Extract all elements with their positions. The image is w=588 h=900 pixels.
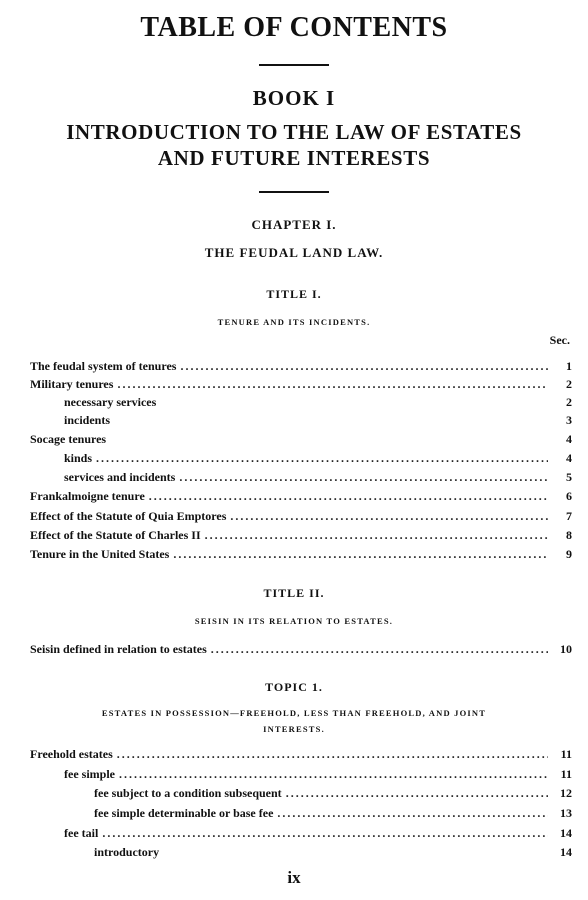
entry-text: fee subject to a condition subsequent xyxy=(94,786,282,800)
entry-text: fee simple xyxy=(64,767,115,781)
toc-entry xyxy=(94,786,572,805)
dot-leader xyxy=(286,786,548,801)
title1-subheading: TENURE AND ITS INCIDENTS. xyxy=(217,317,371,327)
entry-text: fee simple determinable or base fee xyxy=(94,806,274,820)
section-number: 14 xyxy=(560,845,572,859)
toc-entry xyxy=(64,470,572,489)
entry-text: The feudal system of tenures xyxy=(30,359,177,373)
topic1-heading: TOPIC 1. xyxy=(265,680,323,694)
entry-text: Seisin defined in relation to estates xyxy=(30,642,207,656)
page-number: ix xyxy=(287,868,301,887)
chapter-heading: CHAPTER I. xyxy=(251,217,337,232)
toc-title: TABLE OF CONTENTS xyxy=(140,12,448,43)
section-number: 9 xyxy=(566,547,572,561)
dot-leader xyxy=(117,377,548,392)
section-number: 2 xyxy=(566,377,572,391)
dot-leader xyxy=(173,547,548,562)
section-number: 6 xyxy=(566,489,572,503)
section-number: 11 xyxy=(560,747,572,761)
title2-subheading: SEISIN IN ITS RELATION TO ESTATES. xyxy=(194,616,394,626)
section-number: 10 xyxy=(560,642,572,656)
toc-entry xyxy=(30,432,572,451)
section-number: 3 xyxy=(566,413,572,427)
toc-entry xyxy=(30,489,572,508)
section-number: 4 xyxy=(566,451,572,465)
chapter-name: THE FEUDAL LAND LAW. xyxy=(204,245,384,260)
dot-leader xyxy=(119,767,548,782)
topic1-subheading-line2: INTERESTS. xyxy=(263,724,325,734)
section-number: 4 xyxy=(566,432,572,446)
section-number: 11 xyxy=(560,767,572,781)
toc-entry xyxy=(94,845,572,864)
section-number: 2 xyxy=(566,395,572,409)
entry-text: Frankalmoigne tenure xyxy=(30,489,145,503)
section-number: 12 xyxy=(560,786,572,800)
entry-text: necessary services xyxy=(64,395,157,409)
book-subtitle-line2: AND FUTURE INTERESTS xyxy=(157,146,431,170)
section-number: 13 xyxy=(560,806,572,820)
sec-column-label: Sec. xyxy=(549,333,570,347)
dot-leader xyxy=(179,470,548,485)
section-number: 7 xyxy=(566,509,572,523)
entry-text: Freehold estates xyxy=(30,747,113,761)
title1-heading: TITLE I. xyxy=(266,287,322,301)
entry-text: Socage tenures xyxy=(30,432,107,446)
entry-text: introductory xyxy=(94,845,160,859)
section-number: 14 xyxy=(560,826,572,840)
dot-leader xyxy=(205,528,548,543)
divider-rule-bottom xyxy=(259,191,329,193)
section-number: 8 xyxy=(566,528,572,542)
dot-leader xyxy=(102,826,548,841)
toc-entry xyxy=(64,826,572,845)
dot-leader xyxy=(277,806,548,821)
toc-entry xyxy=(30,359,572,378)
dot-leader xyxy=(117,747,548,762)
entry-text: services and incidents xyxy=(64,470,176,484)
toc-entry xyxy=(30,747,572,766)
entry-text: fee tail xyxy=(64,826,99,840)
dot-leader xyxy=(96,451,548,466)
entry-text: Military tenures xyxy=(30,377,114,391)
toc-entry xyxy=(94,806,572,825)
dot-leader xyxy=(149,489,548,504)
toc-entry xyxy=(64,395,572,414)
toc-entry xyxy=(30,642,572,661)
title2-heading: TITLE II. xyxy=(263,586,325,600)
entry-text: incidents xyxy=(64,413,111,427)
topic1-subheading-line1: ESTATES IN POSSESSION—FREEHOLD, LESS THAN FREEHOLD, AND JOINT xyxy=(101,708,487,718)
toc-entry xyxy=(64,451,572,470)
divider-rule-top xyxy=(259,64,329,66)
dot-leader xyxy=(211,642,548,657)
toc-entry xyxy=(30,528,572,547)
toc-entry xyxy=(30,547,572,566)
book-subtitle-line1: INTRODUCTION TO THE LAW OF ESTATES xyxy=(66,120,522,144)
section-number: 1 xyxy=(566,359,572,373)
entry-text: Tenure in the United States xyxy=(30,547,170,561)
toc-entry xyxy=(64,413,572,432)
dot-leader xyxy=(180,359,548,374)
entry-text: Effect of the Statute of Charles II xyxy=(30,528,201,542)
toc-entry xyxy=(30,509,572,528)
dot-leader xyxy=(230,509,548,524)
book-title: BOOK I xyxy=(252,86,336,110)
section-number: 5 xyxy=(566,470,572,484)
toc-entry xyxy=(30,377,572,396)
entry-text: Effect of the Statute of Quia Emptores xyxy=(30,509,227,523)
toc-entry xyxy=(64,767,572,786)
entry-text: kinds xyxy=(64,451,93,465)
